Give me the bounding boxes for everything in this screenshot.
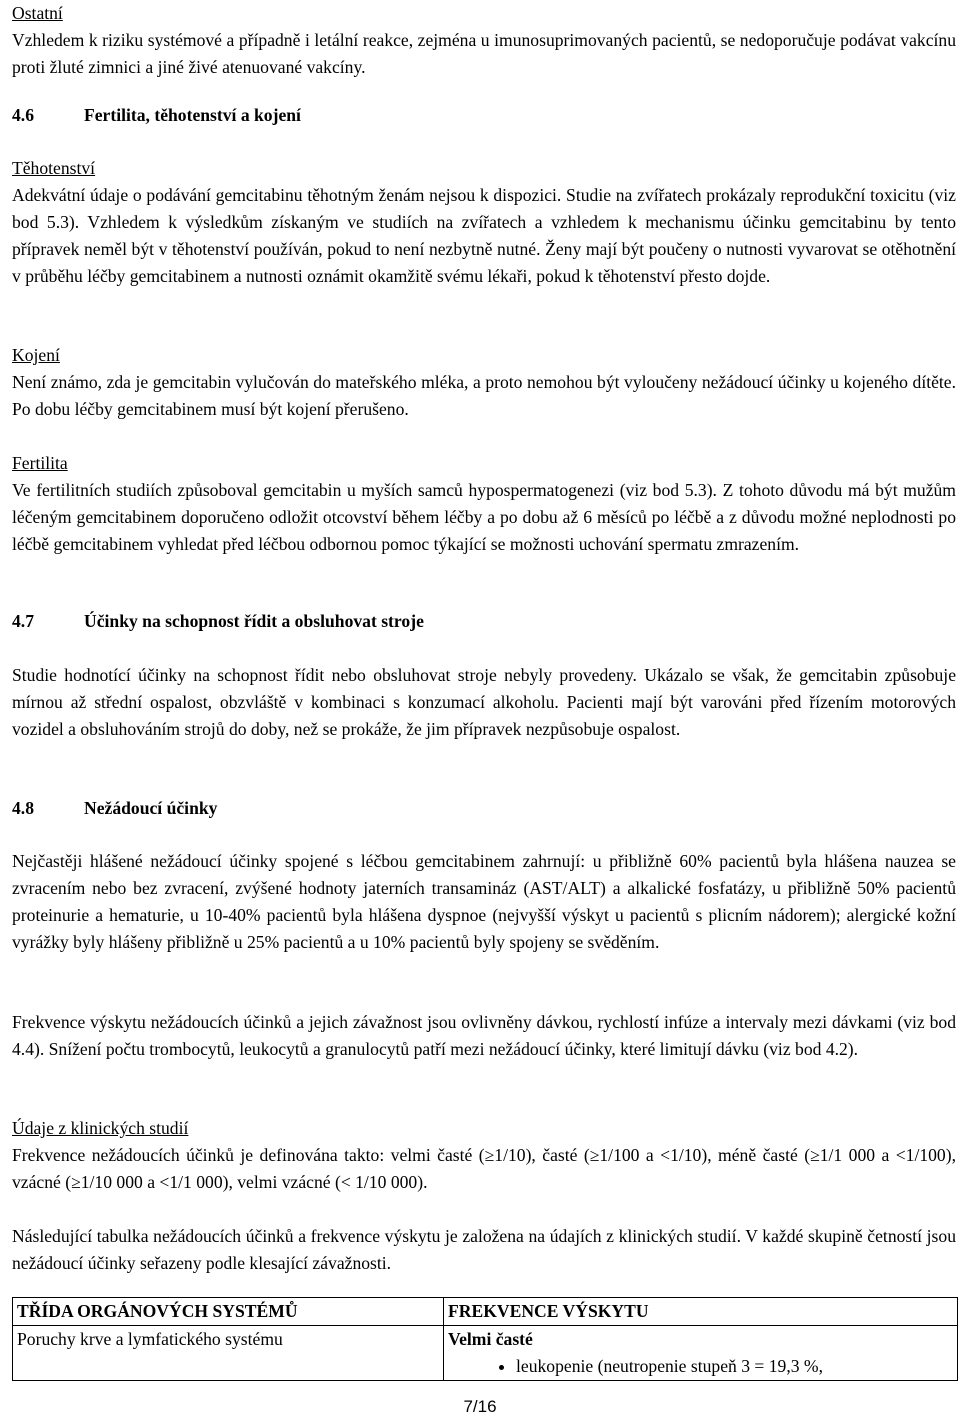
paragraph-lactation: Není známo, zda je gemcitabin vylučován do mateřského mléka, a proto nemohou být vyloučeny nežádoucí účinky u kojeného dítěte. Po dobu léčby gemcitabinem musí být kojení přerušeno. [12, 372, 956, 419]
section-4-7-heading [12, 608, 956, 635]
subsection-clinical [12, 1115, 956, 1196]
paragraph-adverse-2-block [12, 1009, 956, 1063]
subsection-title-other: Ostatní [12, 3, 63, 23]
list-item: • leukopenie (neutropenie stupeň 3 = 19,3 %, [516, 1353, 953, 1380]
table-cell-frequency [444, 1326, 958, 1381]
table-header-row [13, 1298, 958, 1326]
paragraph-other: Vzhledem k riziku systémové a případně i letální reakce, zejména u imunosuprimovaných pacientů, se nedoporučuje podávat vakcínu proti žluté zimnici a jiné živé atenuované vakcíny. [12, 30, 956, 77]
subsection-fertility [12, 450, 956, 558]
table-cell-organ-class: Poruchy krve a lymfatického systému [13, 1326, 444, 1381]
section-number: 4.6 [12, 105, 34, 125]
section-4-6-heading [12, 102, 956, 129]
paragraph-driving: Studie hodnotící účinky na schopnost řídit nebo obsluhovat stroje nebyly provedeny. Ukázalo se však, že gemcitabin způsobuje mírnou až střední ospalost, obzvláště v kombinaci s konzumací alkoholu. Pacienti mají být varováni před řízením motorových vozidel a obsluhováním strojů do doby, než se prokáže, že jim přípravek nezpůsobuje ospalost. [12, 665, 956, 739]
paragraph-table-intro: Následující tabulka nežádoucích účinků a frekvence výskytu je založena na údajích z klinických studií. V každé skupině četností jsou nežádoucí účinky seřazeny podle klesající závažnosti. [12, 1226, 956, 1273]
table-row [13, 1326, 958, 1381]
adverse-effects-table [12, 1297, 958, 1381]
paragraph-adverse-1-block [12, 848, 956, 956]
section-other [12, 0, 956, 81]
section-title: Nežádoucí účinky [84, 798, 218, 818]
subsection-title-pregnancy: Těhotenství [12, 158, 96, 178]
section-title: Fertilita, těhotenství a kojení [84, 105, 301, 125]
paragraph-pregnancy: Adekvátní údaje o podávání gemcitabinu těhotným ženám nejsou k dispozici. Studie na zvířatech prokázaly reprodukční toxicitu (viz bod 5.3). Vzhledem k výsledkům získaným ve studiích na zvířatech a vzhledem k mechanismu účinku gemcitabinu by tento přípravek neměl být v těhotenství používán, pokud to není nezbytně nutné. Ženy mají být poučeny o nutnosti vyvarovat se otěhotnění v průběhu léčby gemcitabinem a nutnosti oznámit okamžitě svému lékaři, pokud k těhotenství přesto dojde. [12, 185, 956, 286]
table-intro-block [12, 1223, 956, 1277]
paragraph-adverse-2: Frekvence výskytu nežádoucích účinků a jejich závažnost jsou ovlivněny dávkou, rychlostí infúze a intervaly mezi dávkami (viz bod 4.4). Snížení počtu trombocytů, leukocytů a granulocytů patří mezi nežádoucí účinky, které limitují dávku (viz bod 4.2). [12, 1012, 956, 1059]
page-number: 7/16 [463, 1397, 497, 1416]
subsection-pregnancy [12, 155, 956, 290]
paragraph-clinical: Frekvence nežádoucích účinků je definována takto: velmi časté (≥1/10), časté (≥1/100 a <1/10), méně časté (≥1/1 000 a <1/100), vzácné (≥1/10 000 a <1/1 000), velmi vzácné (< 1/10 000). [12, 1145, 956, 1192]
paragraph-fertility: Ve fertilitních studiích způsoboval gemcitabin u myších samců hypospermatogenezi (viz bod 5.3). Z tohoto důvodu má být mužům léčeným gemcitabinem doporučeno odložit otcovství během léčby a po dobu až 6 měsíců po léčbě a z důvodu možné neplodnosti po léčbě gemcitabinem vyhledat před léčbou odbornou pomoc týkající se možnosti uchování spermatu zmrazením. [12, 480, 956, 554]
table-header-frequency: FREKVENCE VÝSKYTU [444, 1298, 958, 1326]
section-title: Účinky na schopnost řídit a obsluhovat stroje [84, 611, 424, 631]
section-4-7-body [12, 662, 956, 743]
subsection-title-lactation: Kojení [12, 345, 60, 365]
subsection-lactation [12, 342, 956, 423]
subsection-title-clinical: Údaje z klinických studií [12, 1118, 189, 1138]
subsection-title-fertility: Fertilita [12, 453, 68, 473]
paragraph-adverse-1: Nejčastěji hlášené nežádoucí účinky spojené s léčbou gemcitabinem zahrnují: u přibližně 60% pacientů byla hlášena nauzea se zvracením nebo bez zvracení, zvýšené hodnoty jaterních transamináz (AST/ALT) a alkalické fosfatázy, u přibližně 50% pacientů proteinurie a hematurie, u 10-40% pacientů byla hlášena dyspnoe (nejvyšší výskyt u pacientů s plicním nádorem); alergické kožní vyrážky byly hlášeny přibližně u 25% pacientů a u 10% pacientů byly spojeny se svěděním. [12, 851, 956, 952]
frequency-label: Velmi časté [448, 1329, 533, 1349]
adverse-effect-list [448, 1353, 953, 1380]
section-4-8-heading [12, 795, 956, 822]
table-header-organ-class: TŘÍDA ORGÁNOVÝCH SYSTÉMŮ [13, 1298, 444, 1326]
section-number: 4.7 [12, 611, 34, 631]
section-number: 4.8 [12, 798, 34, 818]
